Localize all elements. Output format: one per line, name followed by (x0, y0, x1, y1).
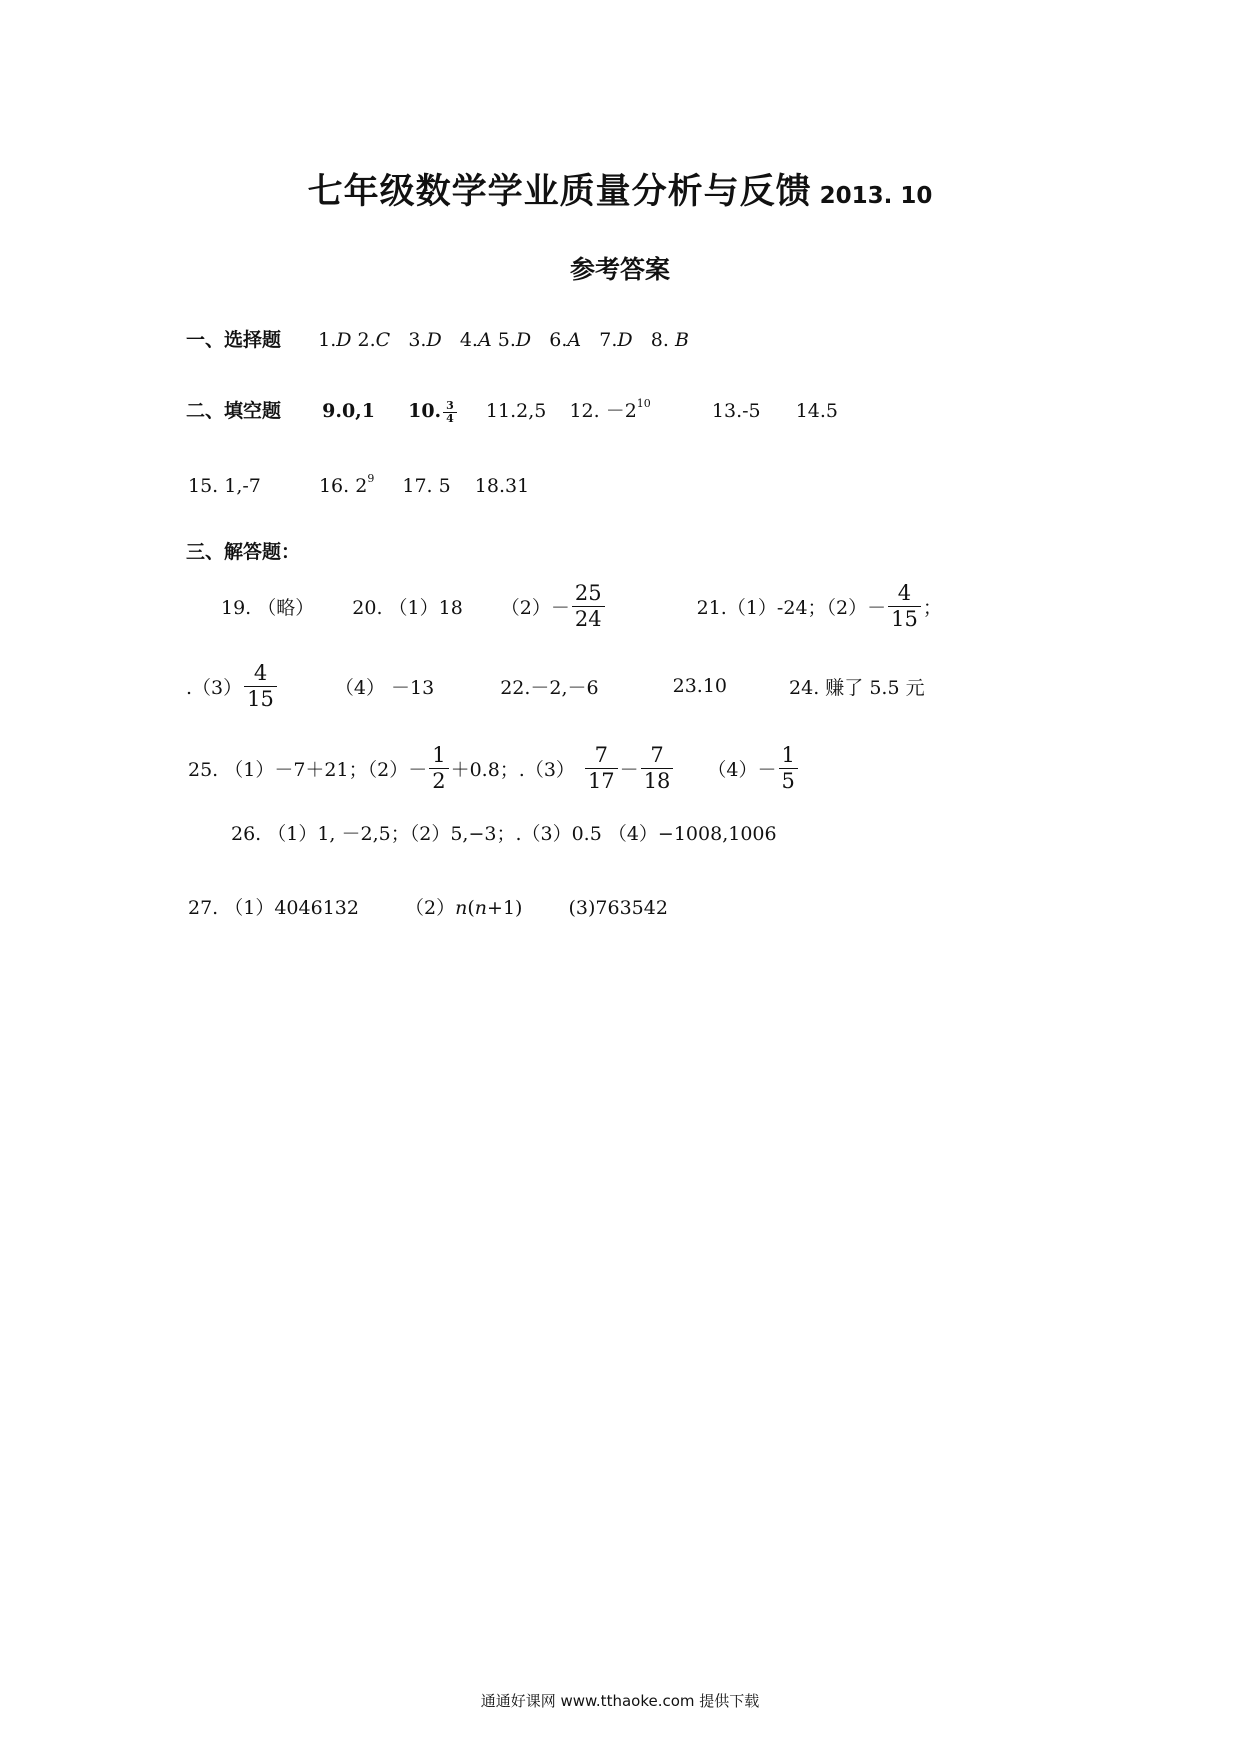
answer-q27-2: （2）n(n+1) (405, 897, 523, 919)
fill-q9: 9.0,1 (322, 400, 375, 422)
fill-q16: 16. $2^9$ (318, 472, 375, 497)
choice-answers: 1.D 2.C 3.D 4.A 5.D 6.A 7.D 8. B (318, 329, 689, 351)
fill-q10: 10. $\frac{3}{4}$ (408, 400, 459, 422)
page-subtitle: 参考答案 (569, 255, 670, 284)
fill-q18: 18.31 (474, 475, 530, 497)
answer-q25-4: （4）－ $\frac{1}{5}$ (707, 743, 799, 792)
choice-heading: 一、选择题 (186, 329, 282, 351)
answer-q27-3: (3)763542 (568, 897, 668, 919)
answer-q21-4: （4） －13 (334, 676, 435, 699)
answer-row-21-24 (186, 656, 925, 716)
choice-row (186, 325, 689, 352)
answer-q26: 26. （1）1, －2,5；（2）5,−3；.（3）0.5 （4）−1008,1006 (231, 823, 777, 845)
answer-q23: 23.10 (672, 675, 728, 697)
answer-q24: 24. 赚了 5.5 元 (789, 676, 925, 699)
answer-row-25 (188, 738, 800, 798)
title-text: 七年级数学学业质量分析与反馈 (307, 172, 812, 212)
answer-q25-1-2: 25. （1）－7＋21；（2）－ $\frac{1}{2}$ ＋0.8；.（3） (188, 743, 575, 793)
answer-q19: 19. （略） (221, 596, 315, 619)
fill-q14: 14.5 (795, 400, 839, 422)
answer-q20-2: （2）－ $\frac{25}{24}$ (501, 581, 607, 630)
answer-q21-1-2: 21.（1）-24；（2）－ $\frac{4}{15}$ ； (696, 581, 942, 631)
answer-q20-1: 20. （1）18 (352, 596, 463, 619)
fill-heading: 二、填空题 (186, 400, 282, 422)
answer-heading: 三、解答题： (186, 541, 301, 563)
answer-q22: 22.－2,－6 (500, 676, 599, 699)
answer-q27-1: 27. （1）4046132 (188, 897, 359, 919)
answer-row-19-21 (221, 576, 942, 636)
answer-row-27 (188, 893, 668, 920)
fill-q12: 12. $-2^{10}$ (569, 397, 651, 422)
fill-row-2 (188, 472, 529, 497)
answer-q21-3: .（3） $\frac{4}{15}$ (186, 661, 279, 710)
title-date: 2013. 10 (819, 183, 933, 209)
fill-q11: 11.2,5 (485, 400, 547, 422)
footer-credit: 通通好课网 www.tthaoke.com 提供下载 (480, 1692, 760, 1710)
fill-row-1 (186, 396, 838, 424)
fill-q13: 13.-5 (711, 400, 761, 422)
page-title (0, 164, 1240, 214)
fill-q15: 15. 1,-7 (188, 475, 261, 497)
fill-q17: 17. 5 (402, 475, 451, 497)
answer-q25-3: $\frac{7}{17}$ － $\frac{7}{18}$ (583, 743, 675, 792)
